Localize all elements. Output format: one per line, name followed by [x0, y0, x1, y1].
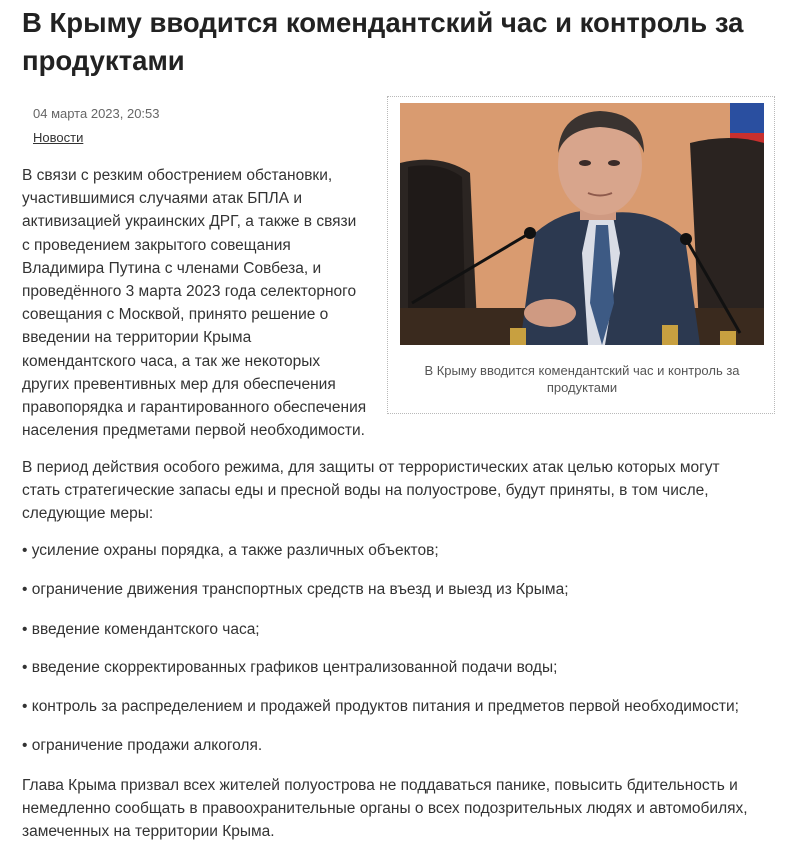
- article-photo[interactable]: [400, 103, 764, 345]
- measure-item: • контроль за распределением и продажей продуктов питания и предметов первой необходимости;: [22, 698, 739, 715]
- publish-date: 04 марта 2023, 20:53: [33, 106, 160, 121]
- article-title: В Крыму вводится комендантский час и контроль за продуктами: [22, 7, 744, 76]
- measure-item: • ограничение движения транспортных средств на въезд и выезд из Крыма;: [22, 581, 569, 598]
- image-caption: В Крыму вводится комендантский час и контроль за продуктами: [424, 363, 740, 395]
- paragraph-closing: Глава Крыма призвал всех жителей полуострова не поддаваться панике, повысить бдительность и немедленно сообщать в правоохранительные органы о всех подозрительных людях и автомобилях, замеченных на территории Крыма.: [22, 777, 748, 840]
- measure-item: • введение скорректированных графиков централизованной подачи воды;: [22, 659, 558, 676]
- paragraph-measures-intro: В период действия особого режима, для защиты от террористических атак целью которых могут стать стратегические запасы еды и пресной воды на полуострове, будут приняты, в том числе, следующие меры:: [22, 459, 720, 522]
- measure-item: • ограничение продажи алкоголя.: [22, 737, 263, 754]
- measure-item: • усиление охраны порядка, а также различных объектов;: [22, 542, 439, 559]
- category-link[interactable]: Новости: [33, 130, 84, 145]
- measure-item: • введение комендантского часа;: [22, 621, 260, 638]
- lead-paragraph: В связи с резким обострением обстановки, участившимися случаями атак БПЛА и активизацией украинских ДРГ, а также в связи с проведением закрытого совещания Владимира Путина с членами Совбеза, и проведённого 3 марта 2023 года селекторного совещания с Москвой, принято решение о введении на территории Крыма комендантского часа, а так же некоторых других превентивных мер для обеспечения правопорядка и гарантированного обеспечения населения предметами первой необходимости.: [22, 167, 367, 440]
- article-figure: [387, 96, 775, 414]
